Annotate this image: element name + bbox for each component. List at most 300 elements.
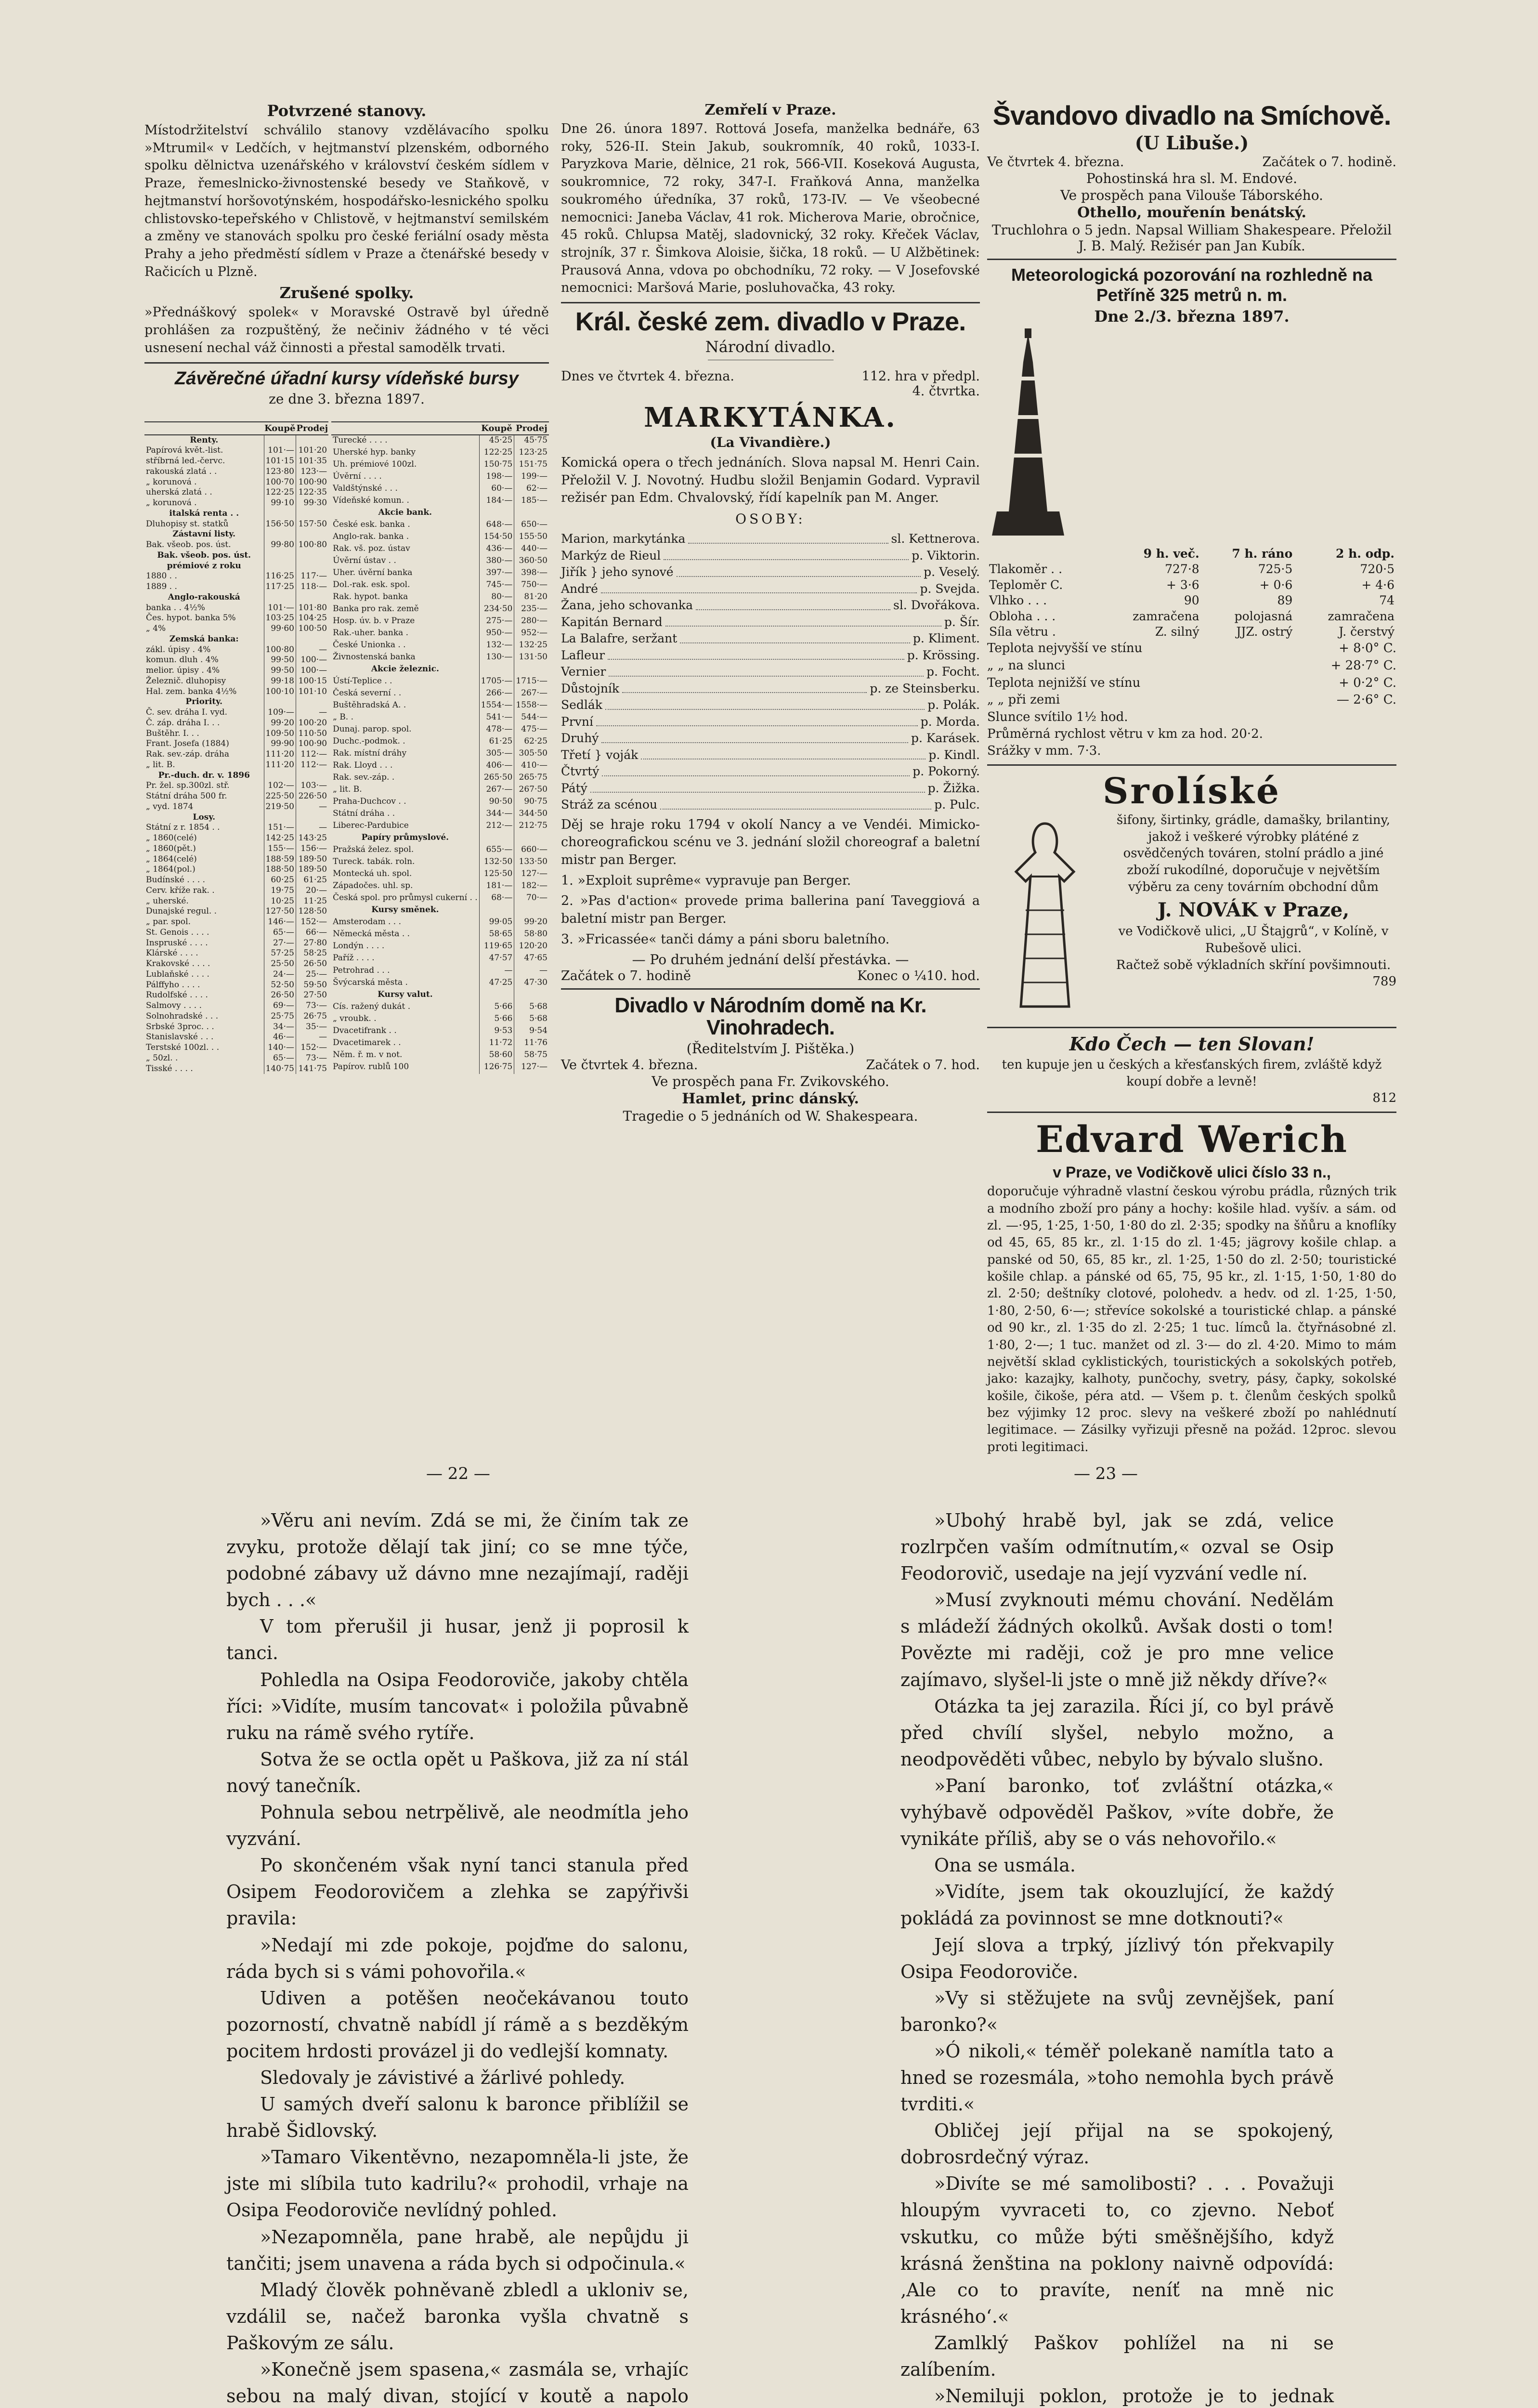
cast-row	[561, 697, 980, 714]
buy-price: 380·—	[479, 556, 514, 568]
exchange-row	[144, 1032, 328, 1043]
exchange-row	[144, 1064, 328, 1074]
sell-price	[296, 435, 329, 446]
exchange-row	[331, 700, 549, 712]
buy-price: 99·50	[264, 666, 296, 676]
potvrzene-text: Místodržitelství schválilo stanovy vzdělávacího spolku »Mtrumil« v Ledčích, v hejtmanství plzenském, odborného spolku dělnictva uzenářského v království českém sídlem v Praze, řemeslnicko-živnostenské besedy ve Staňkově, v hejtmanství horšovotýnském, hospodářsko-lesnického spolku chlistovsko-tepeřského v Chlistově, v hejtmanství semilském a změny ve stanovách spolku pro české feriální osady města Prahy a jeho předměstí sídlem v Praze a čtenářské besedy v Račicích u Plzně.	[144, 123, 549, 279]
security-name: Zástavní listy.	[172, 529, 236, 539]
buy-price: 151·—	[264, 823, 296, 833]
security-name: Státní dráha . .	[333, 809, 395, 819]
exchange-row	[331, 736, 549, 748]
sell-price: 544·—	[514, 712, 549, 724]
sell-price: 58·75	[514, 1050, 549, 1062]
security-name: Anglo-rakouská	[168, 592, 240, 602]
zrusene-text: »Přednáškový spolek« v Moravské Ostravě byl úředně prohlášen za rozpuštěný, že nečiniv žádného v té věci usnesení nechal váž činnosti a přestal samodělk trvati.	[144, 305, 549, 355]
cast-row	[561, 614, 980, 631]
meteo-extra-row	[987, 640, 1396, 657]
sell-price: 90·75	[514, 797, 549, 809]
sell-price: 73·—	[296, 1001, 329, 1011]
role-name: Třetí } voják	[561, 747, 639, 762]
exchange-row	[331, 435, 549, 447]
role-name: Žana, jeho schovanka	[561, 598, 693, 613]
sell-price: 199·—	[514, 471, 549, 484]
performer-name: p. Kliment.	[912, 631, 980, 646]
security-name: „ lit. B.	[333, 785, 362, 795]
cast-row	[561, 548, 980, 564]
buy-price: 125·50	[479, 869, 514, 881]
role-name: Jiřík } jeho synové	[561, 565, 674, 579]
buy-price: 27·—	[264, 938, 296, 949]
dot-leader	[596, 714, 918, 727]
cast-row	[561, 747, 980, 764]
security-name: St. Genois . . . .	[146, 927, 209, 937]
role-name: Druhý	[561, 731, 599, 746]
smichov-sub: (U Libuše.)	[1134, 131, 1249, 154]
sell-price: 47·65	[514, 953, 549, 965]
security-name: Tureck. tabák. roln.	[333, 857, 415, 867]
buy-price: 5·66	[479, 1014, 514, 1026]
cast-row	[561, 681, 980, 697]
sell-price: 127·—	[514, 1062, 549, 1074]
sell-price	[296, 529, 329, 540]
play-description: Komická opera o třech jednáních. Slova napsal M. Henri Cain. Přeložil V. J. Novotný. Hudbu složil Benjamin Godard. Vypravil režisér pan Edm. Chvalovský, řídí kapelník pan M. Anger.	[561, 455, 980, 506]
buy-price: 100·10	[264, 687, 296, 697]
vinohrady-theatre-title: Divadlo v Národním domě na Kr. Vinohradech.	[614, 993, 926, 1039]
buy-price: 305·—	[479, 748, 514, 760]
meteo-column-header: 7 h. ráno	[1232, 546, 1293, 561]
perf-quarter: 4. čtvrtka.	[912, 383, 980, 399]
sell-price: —	[296, 645, 329, 655]
sell-price: 127·—	[514, 869, 549, 881]
book-paragraph: Sledovaly je závistivé a žárlivé pohledy.	[260, 2067, 626, 2088]
exchange-row	[331, 520, 549, 532]
sell-price: 750·—	[514, 580, 549, 592]
buy-price: 111·20	[264, 749, 296, 760]
exchange-row	[144, 509, 328, 519]
security-name: Dluhopisy st. statků	[146, 519, 229, 529]
sell-price: 100·90	[296, 739, 329, 749]
buy-price: 47·57	[479, 953, 514, 965]
sell-price: 189·50	[296, 864, 329, 875]
exchange-row	[144, 928, 328, 938]
security-name: banka . . 4½%	[146, 602, 205, 613]
ad-novak-title: Srolíské	[1102, 770, 1281, 812]
vinohrady-date-row	[561, 1058, 980, 1073]
buy-price: 267·—	[479, 785, 514, 797]
sell-price: 35·—	[296, 1022, 329, 1033]
sell-price: 189·50	[296, 854, 329, 865]
exchange-row	[331, 459, 549, 471]
divider	[144, 362, 549, 364]
security-name: Papíry průmyslové.	[361, 833, 449, 843]
security-name: Lublaňské . . . .	[146, 969, 209, 979]
book-paragraph: Pohnula sebou netrpělivě, ale neodmítla jeho vyzvání.	[226, 1802, 689, 1850]
meteo-extra-label: „ „ na slunci	[987, 658, 1066, 673]
dance-number-2: 2. »Pas d'action« provede prima ballerina paní Taveggiová a baletní mistr pan Berger.	[561, 893, 980, 927]
meteo-label: Tlakoměr . .	[989, 562, 1063, 576]
security-name: Stanislavské . . .	[146, 1032, 214, 1042]
book-paragraph: »Konečně jsem spasena,« zasmála se, vrhajíc sebou na malý divan, stojící v koutě a napolo	[226, 2359, 689, 2407]
security-name: Živnostenská banka	[333, 652, 416, 662]
buy-price: 65·—	[264, 928, 296, 938]
security-name: „ korunová .	[146, 477, 197, 487]
performer-name: p. Pulc.	[934, 798, 980, 812]
security-name: Akcie bank.	[378, 507, 432, 517]
role-name: První	[561, 714, 593, 729]
buy-price: 156·50	[264, 519, 296, 530]
exchange-row	[144, 864, 328, 875]
role-name: Marion, markytánka	[561, 532, 686, 546]
role-name: Kapitán Bernard	[561, 615, 663, 629]
buy-price: 1554·—	[479, 700, 514, 712]
book-page-right	[900, 1507, 1334, 2407]
exchange-row	[144, 666, 328, 676]
performer-name: sl. Kettnerova.	[891, 532, 980, 546]
performer-name: p. Karásek.	[911, 731, 980, 746]
vinohrady-description: Tragedie o 5 jednáních od W. Shakespeara.	[623, 1108, 918, 1124]
exchange-row	[331, 966, 549, 978]
security-name: Dunajské regul. .	[146, 906, 217, 916]
sell-price: 104·25	[296, 613, 329, 624]
buy-price: 100·80	[264, 645, 296, 655]
sell-price: 131·50	[514, 652, 549, 664]
exchange-row	[144, 823, 328, 833]
sell-price: 117·—	[296, 571, 329, 582]
security-name: Inspruské . . . .	[146, 938, 208, 948]
vinohrady-play: Hamlet, princ dánský.	[682, 1090, 859, 1107]
col-koupe: Koupě	[479, 422, 514, 435]
buy-price: 10·25	[264, 896, 296, 907]
start-time: Začátek o 7. hodině	[561, 968, 691, 983]
security-name: Srbské 3proc. . .	[146, 1021, 214, 1032]
exchange-row	[144, 990, 328, 1001]
cast-row	[561, 597, 980, 614]
exchange-row	[144, 886, 328, 896]
security-name: Pr.-duch. dr. v. 1896	[158, 770, 250, 780]
cast-row	[561, 630, 980, 647]
buy-price: 101·15	[264, 456, 296, 467]
vinohrady-start: Začátek o 7. hod.	[866, 1057, 980, 1073]
meteo-value: 725·5	[1258, 562, 1293, 576]
smichov-start: Začátek o 7. hodině.	[1262, 154, 1396, 170]
exchange-row	[144, 1001, 328, 1011]
buy-price: 99·60	[264, 624, 296, 634]
page-number-right: — 23 —	[1074, 1464, 1138, 1483]
sell-price: 265·75	[514, 772, 549, 785]
vinohrady-director: (Ředitelstvím J. Pištěka.)	[686, 1040, 855, 1057]
buy-price: 132·50	[479, 857, 514, 869]
smichov-play: Othello, mouřenín benátský.	[1077, 204, 1306, 221]
buy-price	[264, 634, 296, 645]
security-name: Zemská banka:	[169, 634, 239, 644]
cast-row	[561, 531, 980, 548]
buy-price: 102·—	[264, 781, 296, 791]
bursa-title: Závěrečné úřadní kursy vídeňské bursy	[175, 368, 519, 389]
buy-price	[264, 435, 296, 446]
security-name: Rak. místní dráhy	[333, 748, 407, 759]
dot-leader	[601, 730, 908, 743]
buy-price: 5·66	[479, 1002, 514, 1014]
play-title: MARKYTÁNKA.	[644, 401, 897, 433]
buy-price: 99·90	[264, 739, 296, 749]
security-name: Amsterodam . . .	[333, 917, 402, 927]
performer-name: p. Krössing.	[907, 648, 980, 662]
buy-price: 184·—	[479, 496, 514, 508]
buy-price	[264, 812, 296, 823]
ad-novak-text: šifony, širtinky, grádle, damašky, brilantiny, jakož i veškeré výrobky pláténé z osvědčených továren, stolní prádlo a jiné zboží rukodílné, doporučuje v největším výběru za ceny továrním obchodní dům	[1116, 812, 1391, 895]
sell-price: 267·50	[514, 785, 549, 797]
role-name: André	[561, 581, 598, 596]
cast-list	[561, 531, 980, 813]
buy-price: 101·—	[264, 603, 296, 614]
meteo-extra-label: „ „ při zemi	[987, 693, 1060, 707]
security-name: „ par. spol.	[146, 917, 191, 927]
book-paragraph: U samých dveří salonu k baronce přiblížil se hrabě Šidlovský.	[226, 2094, 689, 2142]
smichov-benefit: Ve prospěch pana Vilouše Táborského.	[1060, 187, 1323, 203]
setting-text: Děj se hraje roku 1794 v okolí Nancy a ve Vendéi. Mimicko-choreografickou scénu ve 3. jednání složil choreograf a baletní mistr pan Berger.	[561, 817, 980, 867]
sell-price: 100·—	[296, 666, 329, 676]
security-name: Č. záp. dráha I. . .	[146, 718, 220, 728]
security-name: Liberec-Pardubice	[333, 821, 409, 831]
dot-leader	[696, 597, 890, 610]
buy-price: 58·60	[479, 1050, 514, 1062]
sell-price: 344·50	[514, 809, 549, 821]
security-name: Dvacetifrank . .	[333, 1025, 397, 1035]
sell-price: 151·75	[514, 459, 549, 471]
sell-price: 61·25	[296, 875, 329, 886]
sell-price: 100·80	[296, 540, 329, 550]
buy-price: 60·—	[479, 484, 514, 496]
exchange-row	[144, 613, 328, 624]
exchange-row	[144, 948, 328, 959]
security-name: Priority.	[185, 697, 223, 707]
exchange-row	[331, 724, 549, 736]
security-name: Pr. žel. sp.300zl. stř.	[146, 781, 230, 791]
book-paragraph: »Paní baronko, toť zvláštní otázka,« vyhýbavě odpověděl Paškov, »víte dobře, že vynikáte příliš, aby se o vás nehovořilo.«	[900, 1775, 1334, 1850]
security-name: Úvěrní ústav . .	[333, 555, 396, 565]
security-name: Krakovské . . . .	[146, 959, 210, 969]
book-paragraph: »Ubohý hrabě byl, jak se zdá, velice rozlrpčen vaším odmítnutím,« ozval se Osip Feodorovič, usedaje na její vyzvání vedle ní.	[900, 1510, 1334, 1584]
dot-leader	[601, 581, 917, 594]
sell-price: 123·—	[296, 467, 329, 477]
sell-price: 267·—	[514, 688, 549, 700]
buy-price: 68·—	[479, 893, 514, 905]
security-name: Hal. zem. banka 4½%	[146, 686, 237, 696]
divider	[987, 764, 1396, 766]
performer-name: p. Viktorin.	[912, 548, 980, 563]
page-number-left: — 22 —	[426, 1464, 490, 1483]
buy-price: 45·25	[479, 435, 514, 447]
exchange-row	[144, 980, 328, 991]
smichov-description: Truchlohra o 5 jedn. Napsal William Shakespeare. Přeložil J. B. Malý. Režisér pan Jan Kubík.	[991, 222, 1392, 254]
buy-price: 219·50	[264, 802, 296, 812]
dot-leader	[605, 697, 925, 710]
buy-price: 140·75	[264, 1064, 296, 1074]
buy-price: 101·—	[264, 445, 296, 456]
meteo-row	[987, 562, 1396, 577]
exchange-row	[331, 941, 549, 953]
divider	[987, 259, 1396, 260]
sell-price: 5·68	[514, 1002, 549, 1014]
security-name: italská renta . .	[169, 508, 239, 518]
security-name: „ 50zl. .	[146, 1053, 178, 1063]
sell-price	[296, 550, 329, 561]
sell-price: 100·90	[296, 477, 329, 488]
security-name: „ 1864(pol.)	[146, 864, 196, 875]
sell-price: 45·75	[514, 435, 549, 447]
buy-price: 142·25	[264, 833, 296, 844]
sell-price: 101·35	[296, 456, 329, 467]
buy-price: 150·75	[479, 459, 514, 471]
exchange-row	[144, 959, 328, 969]
buy-price: 655·—	[479, 845, 514, 857]
pause-note: — Po druhém jednání delší přestávka. —	[632, 951, 909, 968]
exchange-row	[144, 749, 328, 760]
buy-price: 34·—	[264, 1022, 296, 1033]
sell-price: 123·25	[514, 447, 549, 459]
exchange-row	[144, 592, 328, 603]
security-name: Solnohradské . . .	[146, 1011, 219, 1021]
security-name: „ vyd. 1874	[146, 801, 194, 811]
sell-price	[514, 664, 549, 676]
buy-price: 397·—	[479, 568, 514, 580]
dot-leader	[602, 763, 910, 776]
sell-price: —	[296, 823, 329, 833]
security-name: Rak. Lloyd . . .	[333, 760, 393, 771]
book-paragraph: Zamlklý Paškov pohlížel na ni se zalíbením.	[900, 2332, 1334, 2380]
buy-price: 60·25	[264, 875, 296, 886]
exchange-row	[331, 785, 549, 797]
security-name: stříbrná led.-červc.	[146, 456, 225, 466]
ad-novak-address: ve Vodičkově ulici, „U Štajgrů“, v Kolíně, v Rubešově ulici.	[1118, 924, 1389, 955]
meteo-extra	[987, 640, 1396, 709]
theatre-date: Dnes ve čtvrtek 4. března.	[561, 368, 734, 384]
buy-price: 25·50	[264, 959, 296, 969]
exchange-row	[331, 568, 549, 580]
sell-price: 155·50	[514, 532, 549, 544]
meteo-extra-value: — 2·6° C.	[1336, 693, 1396, 707]
exchange-row	[144, 634, 328, 645]
security-name: Pražská želez. spol.	[333, 845, 414, 855]
meteo-extra-row	[987, 675, 1396, 692]
buy-price: 265·50	[479, 772, 514, 785]
vinohrady-date: Ve čtvrtek 4. března.	[561, 1057, 698, 1073]
security-name: Česká spol. pro průmysl cukerní . .	[333, 893, 478, 903]
buy-price	[264, 561, 296, 572]
buy-price: 65·—	[264, 1053, 296, 1064]
sell-price: 141·75	[296, 1064, 329, 1074]
cast-row	[561, 564, 980, 581]
meteo-value: J. čerstvý	[1339, 625, 1395, 639]
exchange-row	[331, 496, 549, 508]
exchange-row	[144, 550, 328, 561]
cast-row	[561, 797, 980, 813]
exchange-row	[331, 447, 549, 459]
buy-price: 225·50	[264, 791, 296, 802]
sell-price: —	[296, 707, 329, 718]
sell-price: 952·—	[514, 628, 549, 640]
buy-price: 90·50	[479, 797, 514, 809]
exchange-row	[144, 540, 328, 550]
security-name: Budínské . . . .	[146, 875, 206, 885]
security-name: uherská zlatá . .	[146, 487, 212, 497]
security-name: „ 1860(celé)	[146, 833, 197, 843]
exchange-row	[331, 484, 549, 496]
security-name: Uh. prémiové 100zl.	[333, 459, 417, 469]
book-paragraph: »Vy si stěžujete na svůj zevnějšek, paní baronko?«	[900, 1987, 1334, 2035]
column-associations-exchange	[144, 99, 549, 1332]
buy-price	[264, 509, 296, 519]
security-name: Renty.	[190, 435, 219, 445]
buy-price: 9·53	[479, 1026, 514, 1038]
book-paragraph: Po skončeném však nyní tanci stanula před Osipem Feodorovičem a zlehka se zapýřivši pravila:	[226, 1855, 689, 1929]
security-name: Anglo-rak. banka .	[333, 531, 409, 541]
exchange-row	[144, 739, 328, 749]
exchange-row	[144, 519, 328, 530]
meteo-extra-row	[987, 692, 1396, 709]
book-paragraph: »Věru ani nevím. Zdá se mi, že činím tak ze zvyku, protože dělají tak jiní; co se mne týče, podobné zábavy už dávno mne nezajímají, raději bych . . .«	[226, 1510, 689, 1611]
exchange-row	[144, 729, 328, 739]
buy-price: 100·70	[264, 477, 296, 488]
buy-price: 154·50	[479, 532, 514, 544]
sell-price	[296, 697, 329, 707]
buy-price: 19·75	[264, 886, 296, 896]
exchange-row	[144, 697, 328, 707]
sell-price: 58·25	[296, 948, 329, 959]
sell-price	[296, 812, 329, 823]
sell-price	[296, 592, 329, 603]
exchange-row	[144, 687, 328, 697]
sell-price: 100·15	[296, 676, 329, 687]
performer-name: p. Focht.	[926, 665, 980, 679]
dot-leader	[664, 548, 909, 561]
sell-price: —	[296, 802, 329, 812]
performer-name: p. Kindl.	[928, 747, 980, 762]
security-name: komun. dluh . 4%	[146, 655, 219, 665]
meteo-date: Dne 2./3. března 1897.	[1094, 307, 1290, 326]
security-name: Uherské hyp. banky	[333, 447, 416, 457]
meteo-extra-label: Teplota nejvyšší ve stínu	[987, 641, 1143, 655]
buy-price: —	[479, 966, 514, 978]
buy-price: 275·—	[479, 616, 514, 628]
buy-price: 745·—	[479, 580, 514, 592]
role-name: La Balafre, seržant	[561, 631, 678, 646]
ad-slovan-number: 812	[1372, 1091, 1396, 1106]
security-name: Bak. všeob. pos. úst.	[157, 550, 251, 560]
divider	[561, 988, 980, 990]
sell-price: 440·—	[514, 544, 549, 556]
meteo-extra-value: + 8·0° C.	[1339, 641, 1396, 655]
ad-werich-name: Edvard Werich	[1035, 1118, 1348, 1161]
security-name: Uher. úvěrní banka	[333, 567, 413, 577]
exchange-row	[144, 603, 328, 614]
meteo-table	[987, 546, 1396, 640]
sell-price	[514, 508, 549, 520]
book-paragraph: Mladý člověk pohněvaně zbledl a ukloniv se, vzdálil se, načež baronka vyšla chvatně s Paškovým ze sálu.	[226, 2279, 689, 2354]
security-name: Rak. vš. poz. ústav	[333, 543, 410, 553]
sell-price: 81·20	[514, 592, 549, 604]
security-name: „ lit. B.	[146, 759, 175, 770]
security-name: Dunaj. parop. spol.	[333, 724, 412, 734]
sell-price: 156·—	[296, 844, 329, 854]
exchange-row	[144, 917, 328, 928]
smichov-date-row	[987, 155, 1396, 170]
security-name: Kursy valut.	[378, 989, 433, 999]
sell-price: 235·—	[514, 604, 549, 616]
sell-price: 133·50	[514, 857, 549, 869]
exchange-row	[331, 1026, 549, 1038]
column-deaths-theatre	[561, 99, 980, 1332]
